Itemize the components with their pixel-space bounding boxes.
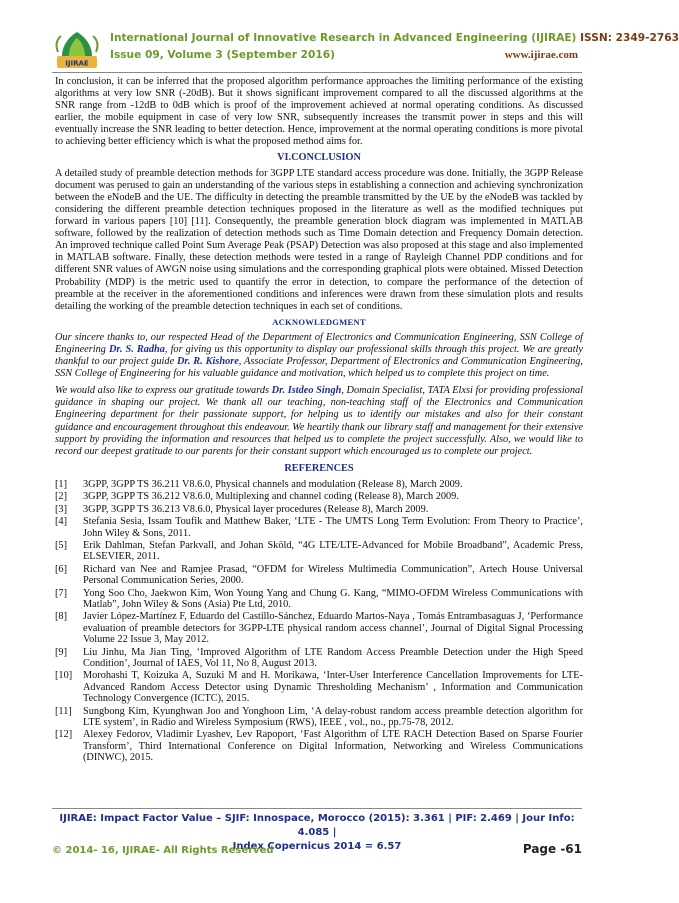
- reference-item: [6] Richard van Nee and Ramjee Prasad, “OFDM for Wireless Multimedia Communication”, Artech House Universal Personal Communication Series, 2000.: [55, 563, 583, 587]
- conclusion-heading: VI.CONCLUSION: [277, 151, 361, 163]
- reference-item: [8] Javier López-Martínez F, Eduardo del Castillo-Sánchez, Eduardo Martos-Naya , Tomás Entrambasaguas J, ‘Performance evaluation of preamble detectors for 3GPP-LTE physical random access channel’, Journal of Digital Signal Processing Volume 22 Issue 3, May 2012.: [55, 611, 583, 646]
- reference-item: [10] Morohashi T, Koizuka A, Suzuki M and H. Morikawa, ‘Inter-User Interference Cancellation Improvements for LTE-Advanced Random Access Detector using Dynamic Thresholding Mechanism’ , Information and Communication Technology Convergence (ICTC), 2015.: [55, 670, 583, 705]
- issue-line: [110, 49, 580, 61]
- reference-item: [11] Sungbong Kim, Kyunghwan Joo and Yonghoon Lim, ‘A delay-robust random access preamble detection algorithm for LTE system’, in Radio and Wireless Symposium (RWS), IEEE , vol., no., pp.75-78, 2012.: [55, 705, 583, 729]
- person-name: Dr. Istdeo Singh: [271, 385, 342, 397]
- reference-item: [1] 3GPP, 3GPP TS 36.211 V8.6.0, Physical channels and modulation (Release 8), March 2009.: [55, 478, 463, 490]
- reference-item: [12] Alexey Fedorov, Vladimir Lyashev, Lev Rapoport, ‘Fast Algorithm of LTE RACH Detection Based on Sparse Fourier Transform’, Third International Conference on Digital Information, Networking and Wireless Communications (DINWC), 2015.: [55, 729, 583, 764]
- conclusion-paragraph: A detailed study of preamble detection methods for 3GPP LTE standard access procedure was done. Initially, the 3GPP Release document was perused to gain an understanding of the various steps in establishing a connection and achieving synchronization between the eNodeB and the UE. The difficulty in detecting the preamble transmitted by the UE by the eNodeB was tackled by considering the different preamble detection techniques proposed in the literature as well as the modified techniques put forward in various papers [10] [11]. Consequently, the preamble generation block diagram was implemented in MATLAB software, followed by the realization of detection methods such as Time Domain detection and Frequency Domain detection. An improved technique called Point Sum Average Peak (PSAP) Detection was also proposed at this stage and also implemented in MATLAB software. Finally, these detection methods were tested in a range of Rayleigh Channel PDP conditions and for different SNR values of AWGN noise using simulations and the corresponding graphical plots were obtained. Missed Detection Probability (MDP) is the metric used to quantify the error in detection, to compare the performance of the detection of preamble at the receiver in the aforementioned conditions and inferences were drawn from these simulation plots and results detailing the working of the preamble detection techniques in each set of conditions.: [55, 167, 583, 312]
- logo-text: IJIRAE: [65, 59, 89, 68]
- journal-url[interactable]: www.ijirae.com: [504, 49, 578, 61]
- reference-item: [4] Stefania Sesia, Issam Toufik and Matthew Baker, ‘LTE - The UMTS Long Term Evolution: From Theory to Practice’, John Wiley & Sons, 2011.: [55, 516, 583, 539]
- person-name: Dr. R. Kishore: [177, 356, 239, 368]
- reference-item: [2] 3GPP, 3GPP TS 36.212 V8.6.0, Multiplexing and channel coding (Release 8), March 2009.: [55, 491, 459, 503]
- person-name: Dr. S. Radha: [108, 343, 165, 355]
- journal-title: [110, 32, 679, 44]
- header-divider: [52, 72, 582, 73]
- intro-paragraph: In conclusion, it can be inferred that the proposed algorithm performance approaches the limiting performance of the existing algorithms at very low SNR (-20dB). But it shows significant improvement compared to all the discussed algorithms at the SNR range from -12dB to 0dB which is proof of the improvement achieved at normal operating conditions. As discussed earlier, the mobile equipment in case of very low SNR, subsequently increases the transmit power in steps and this will eventually increase the SNR leading to better detection. Hence, improvement at the normal operating conditions is more pivotal to achieving better efficiency which is what the proposed method aims for.: [55, 76, 583, 148]
- journal-name: International Journal of Innovative Research in Advanced Engineering (IJIRAE): [110, 32, 577, 44]
- copyright: © 2014- 16, IJIRAE- All Rights Reserved: [52, 845, 274, 856]
- reference-item: [3] 3GPP, 3GPP TS 36.213 V8.6.0, Physical layer procedures (Release 8), March 2009.: [55, 503, 429, 515]
- acknowledgment-paragraph-2: We would also like to express our gratitude towards Dr. Istdeo Singh, Domain Specialist, TATA Elxsi for providing professional guidance in shaping our project. We thank all our teaching, non-teaching staff of the Electronics and Communication Engineering department for their passionate support, for helping us to identify our mistakes and also for their constant guidance and encouragement throughout this endeavour. We heartily thank our library staff and management for their extensive support by providing the information and resources that helped us to complete the project successfully. Also, we would like to record our deepest gratitude to our parents for their constant support which encouraged us to complete our project.: [55, 385, 584, 457]
- issue-info: Issue 09, Volume 3 (September 2016): [110, 49, 335, 61]
- issn: ISSN: 2349-2763: [580, 32, 679, 44]
- footer-divider: [52, 808, 582, 809]
- acknowledgment-paragraph-1: Our sincere thanks to, our respected Head of the Department of Electronics and Communication Engineering, SSN College of Engineering Dr. S. Radha, for giving us this opportunity to display our professional skills through this project. We are greatly thankful to our project guide Dr. R. Kishore, Associate Professor, Department of Electronics and Communication Engineering, SSN College of Engineering for his valuable guidance and motivation, which helped us to complete this project on time.: [55, 331, 583, 380]
- reference-item: [5] Erik Dahlman, Stefan Parkvall, and Johan Sköld, “4G LTE/LTE-Advanced for Mobile Broadband”, Academic Press, ELSEVIER, 2011.: [55, 539, 583, 563]
- references-heading: REFERENCES: [284, 462, 354, 474]
- footer-metrics-line2: Index Copernicus 2014 = 6.57: [232, 841, 402, 852]
- acknowledgment-heading: ACKNOWLEDGMENT: [272, 316, 366, 327]
- page-content: [55, 76, 583, 765]
- footer-metrics-line1: IJIRAE: Impact Factor Value – SJIF: Innospace, Morocco (2015): 3.361 | PIF: 2.469 | Jour Info: 4.085 |: [59, 813, 575, 838]
- reference-item: [7] Yong Soo Cho, Jaekwon Kim, Won Young Yang and Chung G. Kang, “MIMO-OFDM Wireless Communications with Matlab”, John Wiley & Sons (Asia) Pte Ltd, 2010.: [55, 587, 583, 610]
- page-header: [52, 28, 679, 72]
- journal-logo: [52, 30, 102, 70]
- page-number: Page -61: [522, 842, 582, 856]
- reference-item: [9] Liu Jinhu, Ma Jian Ting, ‘Improved Algorithm of LTE Random Access Preamble Detection under the High Speed Condition’, Journal of IAES, Vol 11, No 8, August 2013.: [55, 646, 583, 669]
- references-list: [55, 479, 583, 764]
